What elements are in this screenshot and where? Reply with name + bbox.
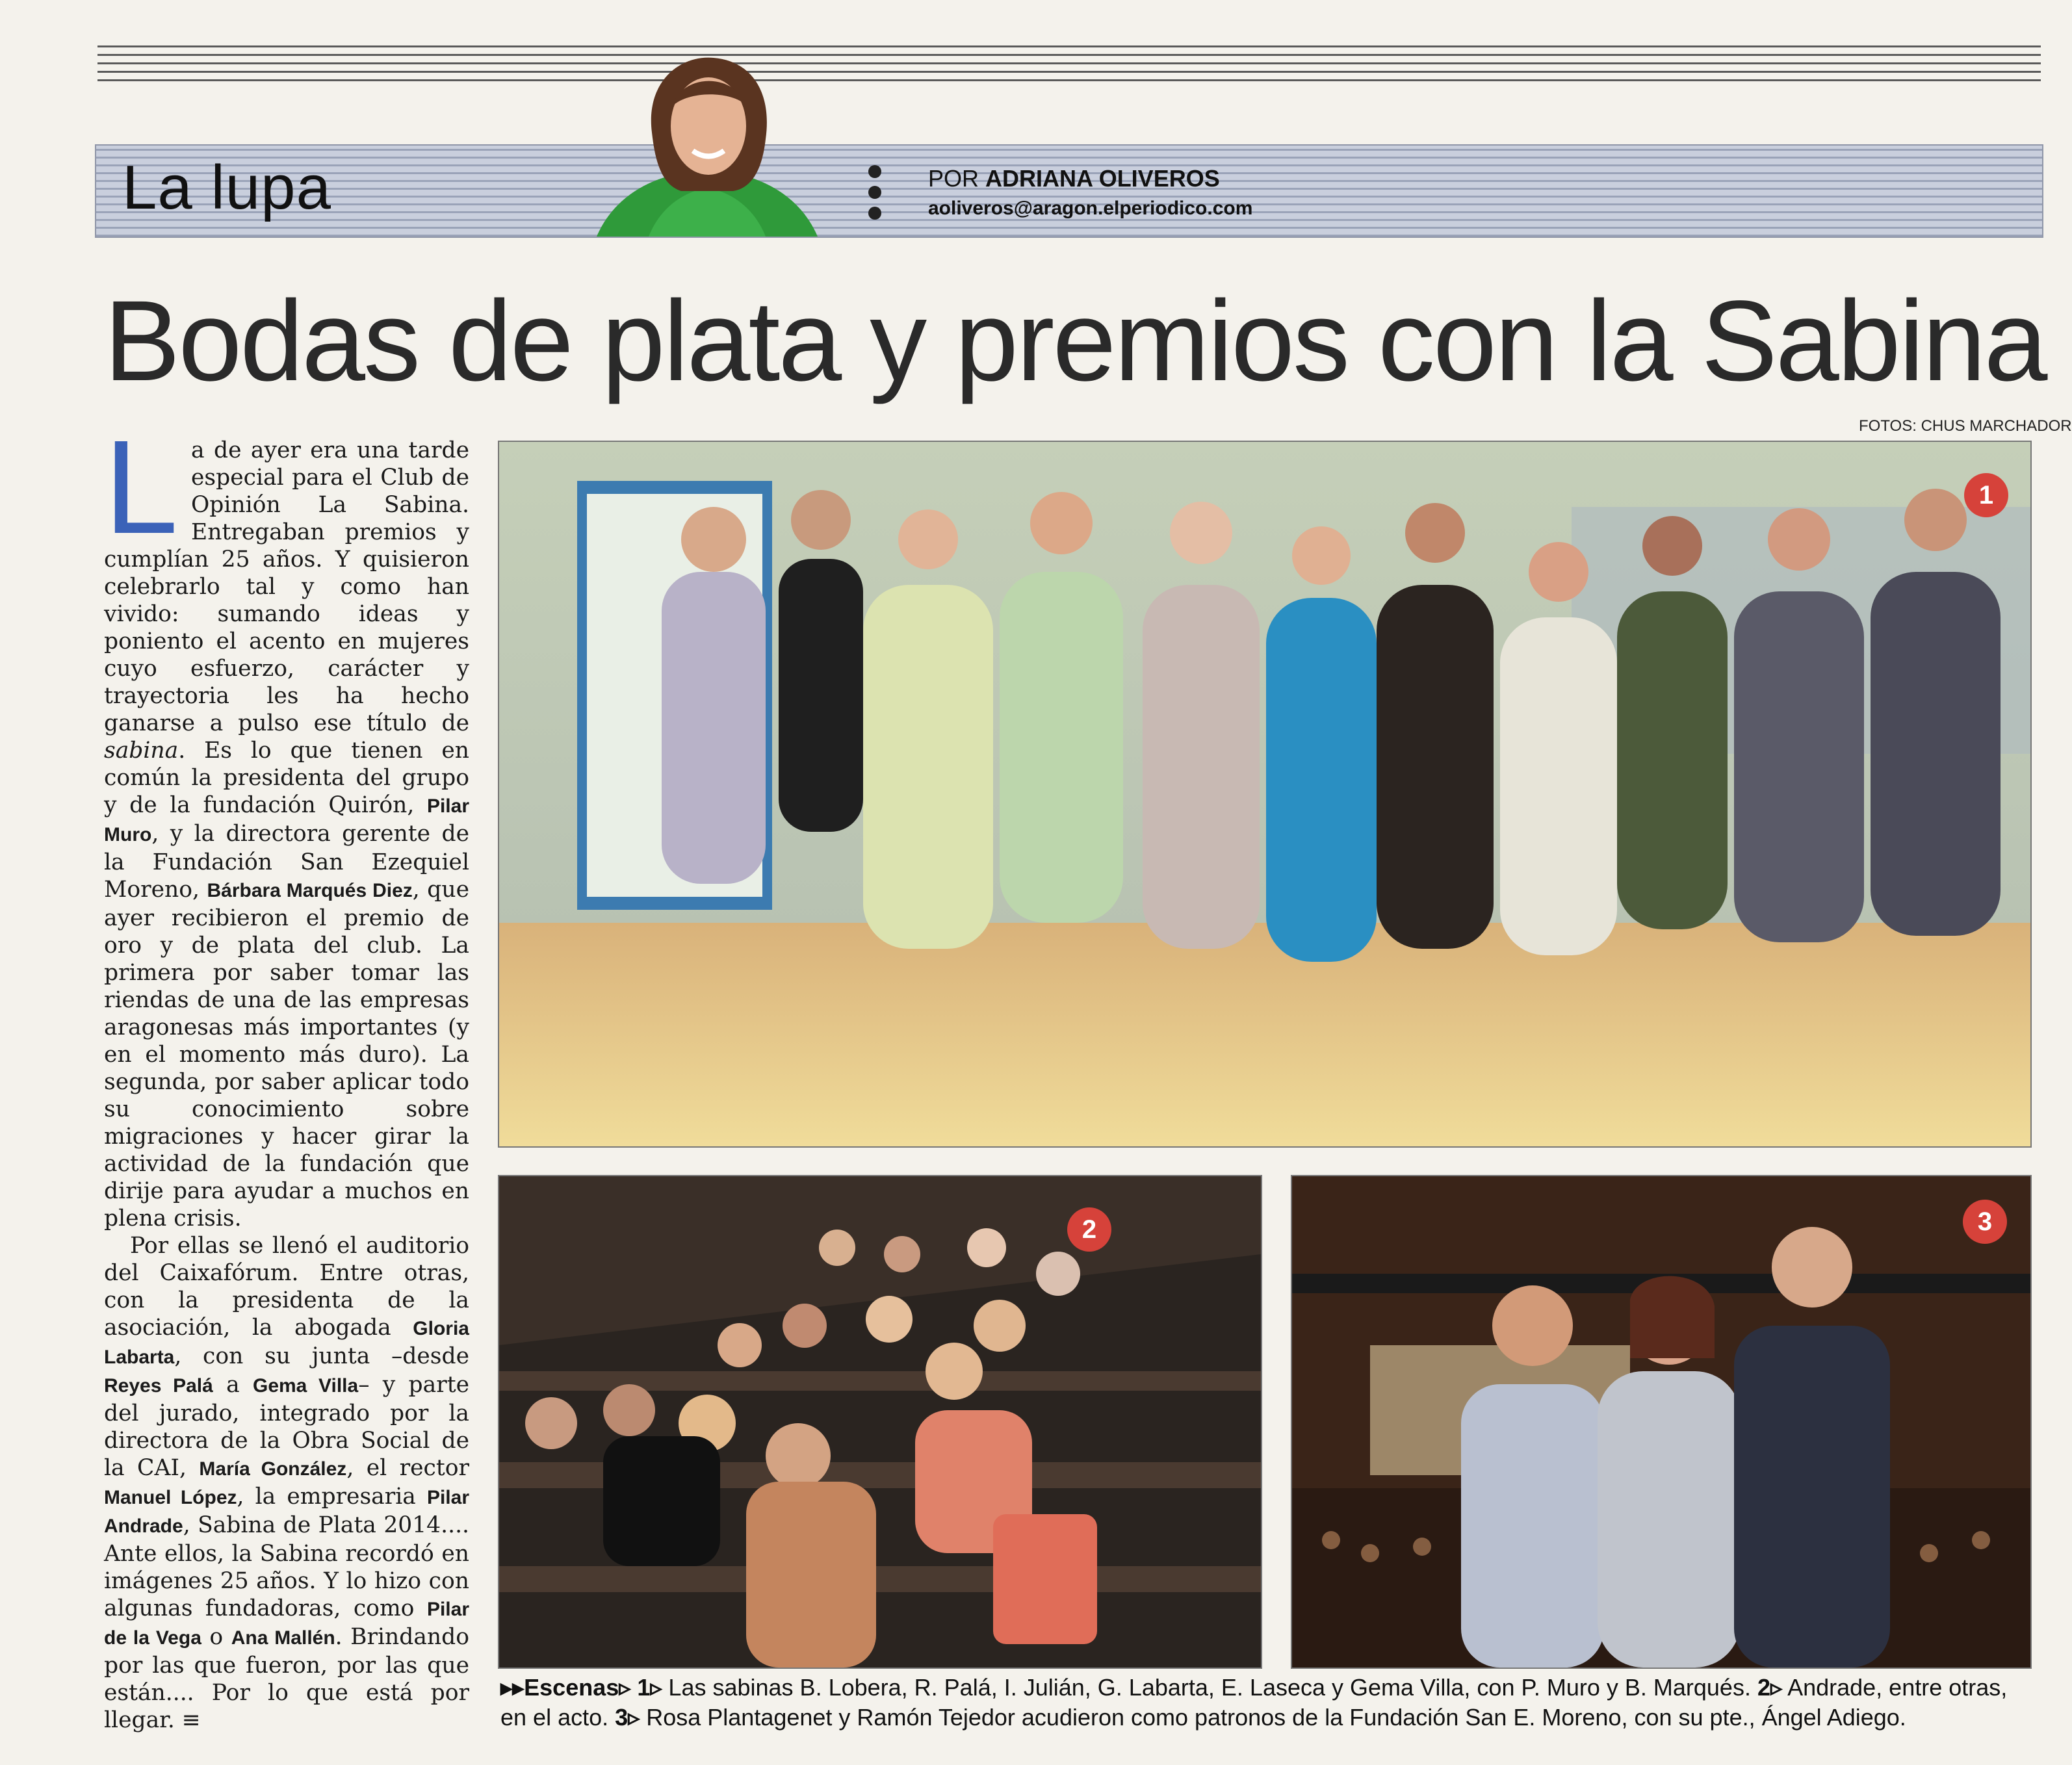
caption-lead: ▸▸Escenas bbox=[500, 1674, 619, 1701]
photo-2-image bbox=[499, 1176, 1261, 1668]
caption-marker: 2▹ bbox=[1757, 1674, 1783, 1701]
photo-audience bbox=[498, 1175, 1262, 1669]
caption-marker: 3▹ bbox=[615, 1704, 640, 1731]
person-name: María González bbox=[199, 1458, 347, 1480]
photo-1-image bbox=[499, 442, 2030, 1146]
end-mark-icon: ≡ bbox=[181, 1707, 201, 1733]
photo-number-badge: 1 bbox=[1964, 473, 2008, 517]
photo-caption: ▸▸Escenas▹ 1▹ Las sabinas B. Lobera, R. Palá, I. Julián, G. Labarta, E. Laseca y Gema Villa, con P. Muro y B. Marqués. 2▹ Andrade, entre otras, en el acto. 3▹ Rosa Plantagenet y Ramón Tejedor acudieron como patronos de la Fundación San E. Moreno, con su pte., Ángel Adiego. bbox=[500, 1674, 2008, 1731]
byline bbox=[928, 165, 1220, 192]
person-name: Pilar Andrade bbox=[104, 1487, 469, 1537]
person-name: Ana Mallén bbox=[231, 1627, 335, 1649]
author-email: aoliveros@aragon.elperiodico.com bbox=[928, 198, 1253, 219]
byline-prefix: POR bbox=[928, 165, 979, 192]
photo-number-badge: 2 bbox=[1067, 1207, 1111, 1252]
section-title: La lupa bbox=[122, 153, 331, 222]
headline: Bodas de plata y premios con la Sabina bbox=[104, 277, 2046, 405]
person-name: Pilar de la Vega bbox=[104, 1599, 469, 1649]
person-name: Reyes Palá bbox=[104, 1375, 213, 1397]
separator-dots bbox=[863, 165, 889, 224]
section-band bbox=[95, 144, 2043, 238]
person-name: Manuel López bbox=[104, 1487, 237, 1508]
author-portrait bbox=[519, 55, 896, 237]
photo-3-image bbox=[1292, 1176, 2030, 1668]
photo-credit: FOTOS: CHUS MARCHADOR bbox=[1859, 417, 2072, 435]
caption-marker: ▹ 1▹ bbox=[619, 1674, 662, 1701]
article-body bbox=[104, 413, 469, 1734]
photo-group-stage bbox=[498, 441, 2032, 1148]
person-name: Gloria Labarta bbox=[104, 1318, 469, 1368]
header-rules bbox=[97, 45, 2041, 97]
byline-author: ADRIANA OLIVEROS bbox=[985, 165, 1220, 192]
person-name: Pilar Muro bbox=[104, 795, 469, 845]
article-paragraph-1: La de ayer era una tarde especial para el Club de Opinión La Sabina. Entregaban premios y cumplían 25 años. Y quisieron celebrarlo tal y como han vivido: sumando ideas y poniento el acento en mujeres cuyo esfuerzo, carácter y trayectoria les ha hecho ganarse a pulso ese título de sabina. Es lo que tienen en común la presidenta del grupo y de la fundación Quirón, Pilar Muro, y la directora gerente de la Fundación San Ezequiel Moreno, Bárbara Marqués Diez, que ayer recibieron el premio de oro y de plata del club. La primera por saber tomar las riendas de una de las empresas aragonesas más importantes (y en el momento más duro). La segunda, por saber aplicar todo su conocimiento sobre migraciones y hacer girar la actividad de la fundación que dirije para ayudar a muchos en plena crisis. bbox=[104, 413, 469, 1231]
article-paragraph-2: Por ellas se llenó el auditorio del Caixafórum. Entre otras, con la presidenta de la asociación, la abogada Gloria Labarta, con su junta –desde Reyes Palá a Gema Villa– y parte del jurado, integrado por la directora de la Obra Social de la CAI, María González, el rector Manuel López, la empresaria Pilar Andrade, Sabina de Plata 2014.... Ante ellos, la Sabina recordó en imágenes 25 años. Y lo hizo con algunas fundadoras, como Pilar de la Vega o Ana Mallén. Brindando por las que fueron, por las que están.... Por lo que está por llegar. ≡ bbox=[104, 1233, 469, 1733]
photo-number-badge: 3 bbox=[1963, 1200, 2007, 1244]
person-name: Bárbara Marqués Diez bbox=[207, 880, 413, 901]
italic-term: sabina bbox=[104, 738, 179, 764]
photo-patrons bbox=[1291, 1175, 2032, 1669]
person-name: Gema Villa bbox=[252, 1375, 359, 1397]
drop-cap: L bbox=[104, 413, 179, 561]
